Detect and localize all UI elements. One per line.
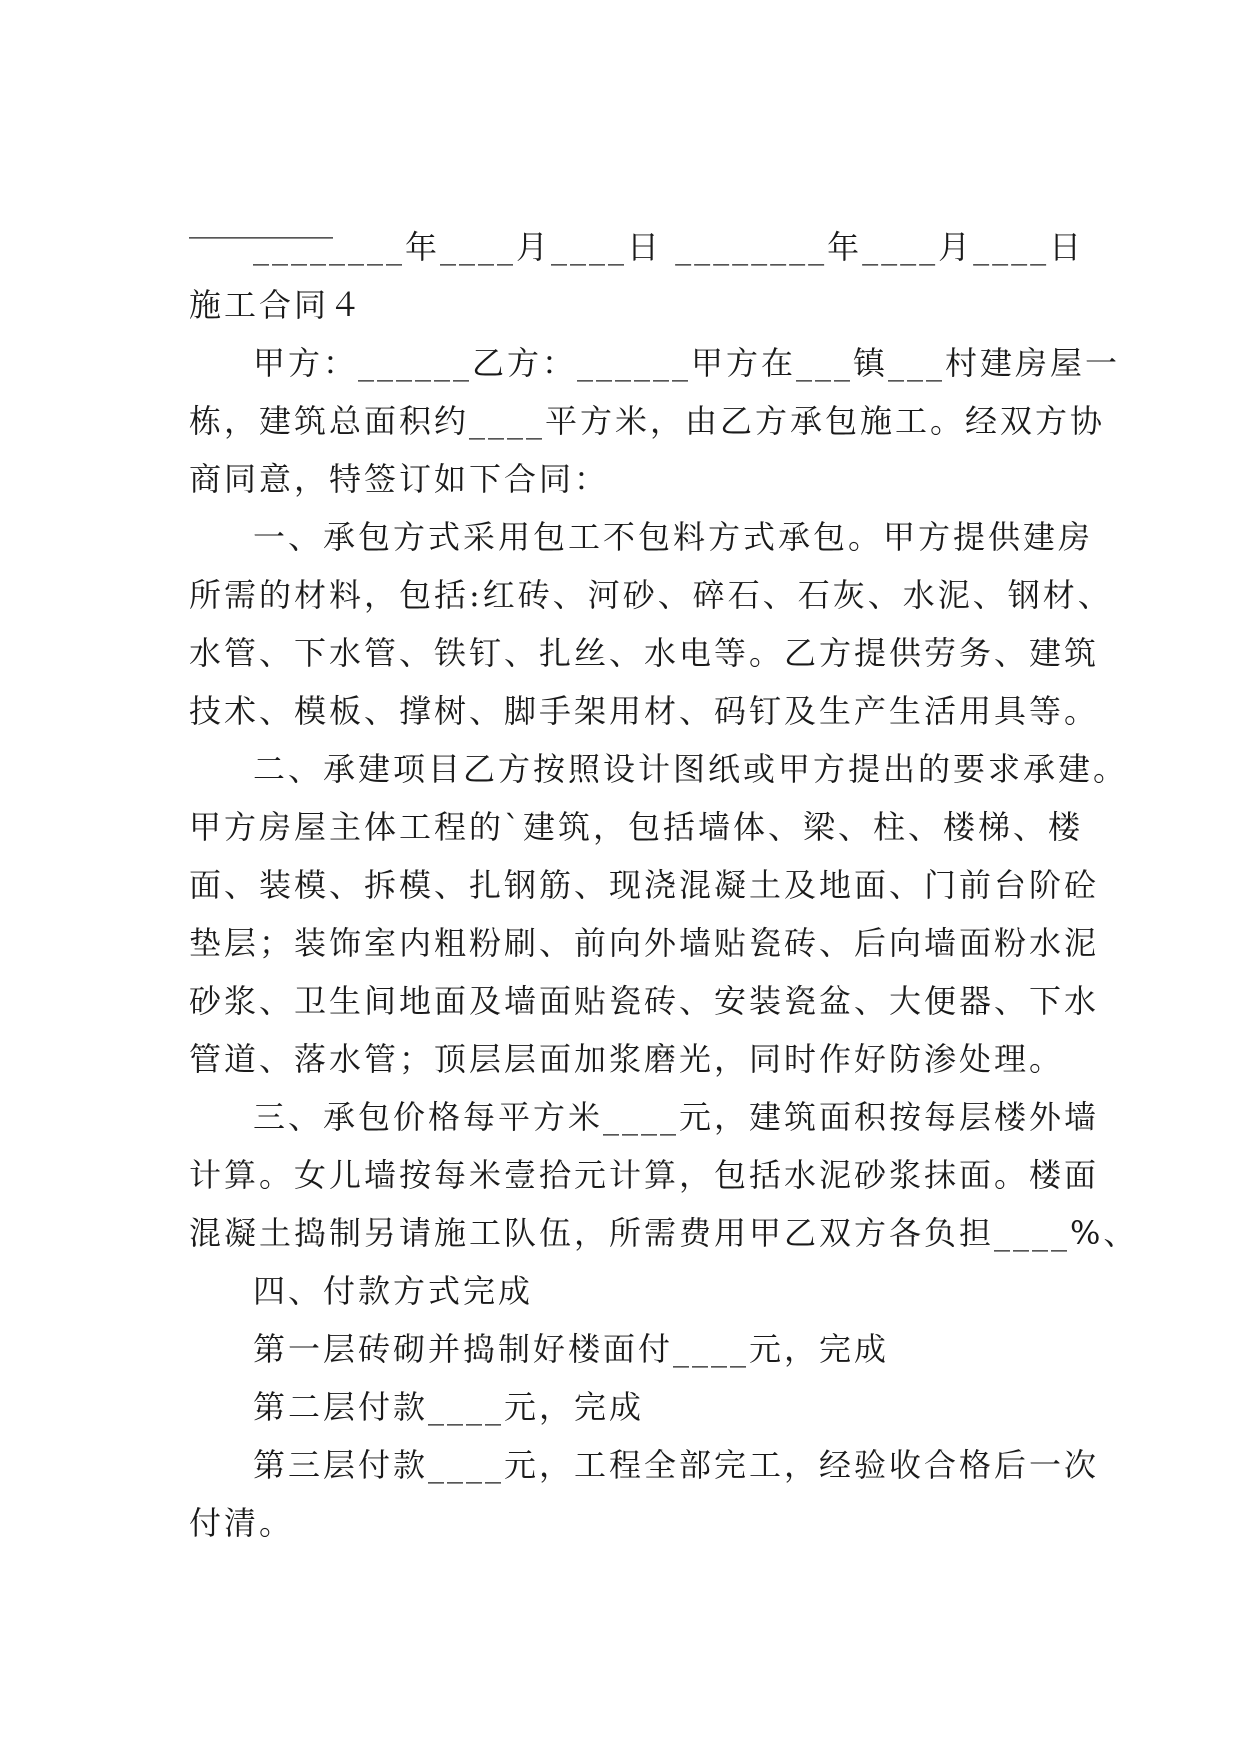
text-line: 面、装模、拆模、扎钢筋、现浇混凝土及地面、门前台阶砼	[189, 866, 1100, 904]
text-line: 第一层砖砌并捣制好楼面付____元，完成	[253, 1330, 890, 1368]
text-line: 四、付款方式完成	[253, 1272, 534, 1310]
text-line: 混凝土捣制另请施工队伍，所需费用甲乙双方各负担____%、	[189, 1214, 1139, 1252]
contract-body	[189, 218, 1139, 1552]
text-line: 栋，建筑总面积约____平方米，由乙方承包施工。经双方协	[189, 402, 1106, 440]
text-line: 水管、下水管、铁钉、扎丝、水电等。乙方提供劳务、建筑	[189, 634, 1100, 672]
text-line: 所需的材料，包括:红砖、河砂、碎石、石灰、水泥、钢材、	[189, 576, 1113, 614]
text-line: 甲方：______乙方：______甲方在___镇___村建房屋一	[253, 344, 1121, 382]
text-line: 商同意，特签订如下合同：	[189, 460, 610, 498]
text-line: 甲方房屋主体工程的`建筑，包括墙体、梁、柱、楼梯、楼	[189, 808, 1084, 846]
text-line: 技术、模板、撑树、脚手架用材、码钉及生产生活用具等。	[189, 692, 1100, 730]
text-line: 第三层付款____元，工程全部完工，经验收合格后一次	[253, 1446, 1100, 1484]
text-line: 计算。女儿墙按每米壹拾元计算，包括水泥砂浆抹面。楼面	[189, 1156, 1100, 1194]
text-line: 垫层；装饰室内粗粉刷、前向外墙贴瓷砖、后向墙面粉水泥	[189, 924, 1100, 962]
text-line: ________年____月____日 ________年____月____日	[253, 228, 1085, 266]
contract-title: 施工合同４	[189, 286, 365, 324]
signature-blank-line: _________	[189, 201, 333, 239]
text-line: 一、承包方式采用包工不包料方式承包。甲方提供建房	[253, 518, 1094, 556]
text-line: 管道、落水管；顶层层面加浆磨光，同时作好防渗处理。	[189, 1040, 1065, 1078]
text-line: 付清。	[189, 1504, 295, 1542]
text-line: 第二层付款____元，完成	[253, 1388, 645, 1426]
text-line: 砂浆、卫生间地面及墙面贴瓷砖、安装瓷盆、大便器、下水	[189, 982, 1100, 1020]
text-line: 三、承包价格每平方米____元，建筑面积按每层楼外墙	[253, 1098, 1100, 1136]
text-line: 二、承建项目乙方按照设计图纸或甲方提出的要求承建。	[253, 750, 1129, 788]
